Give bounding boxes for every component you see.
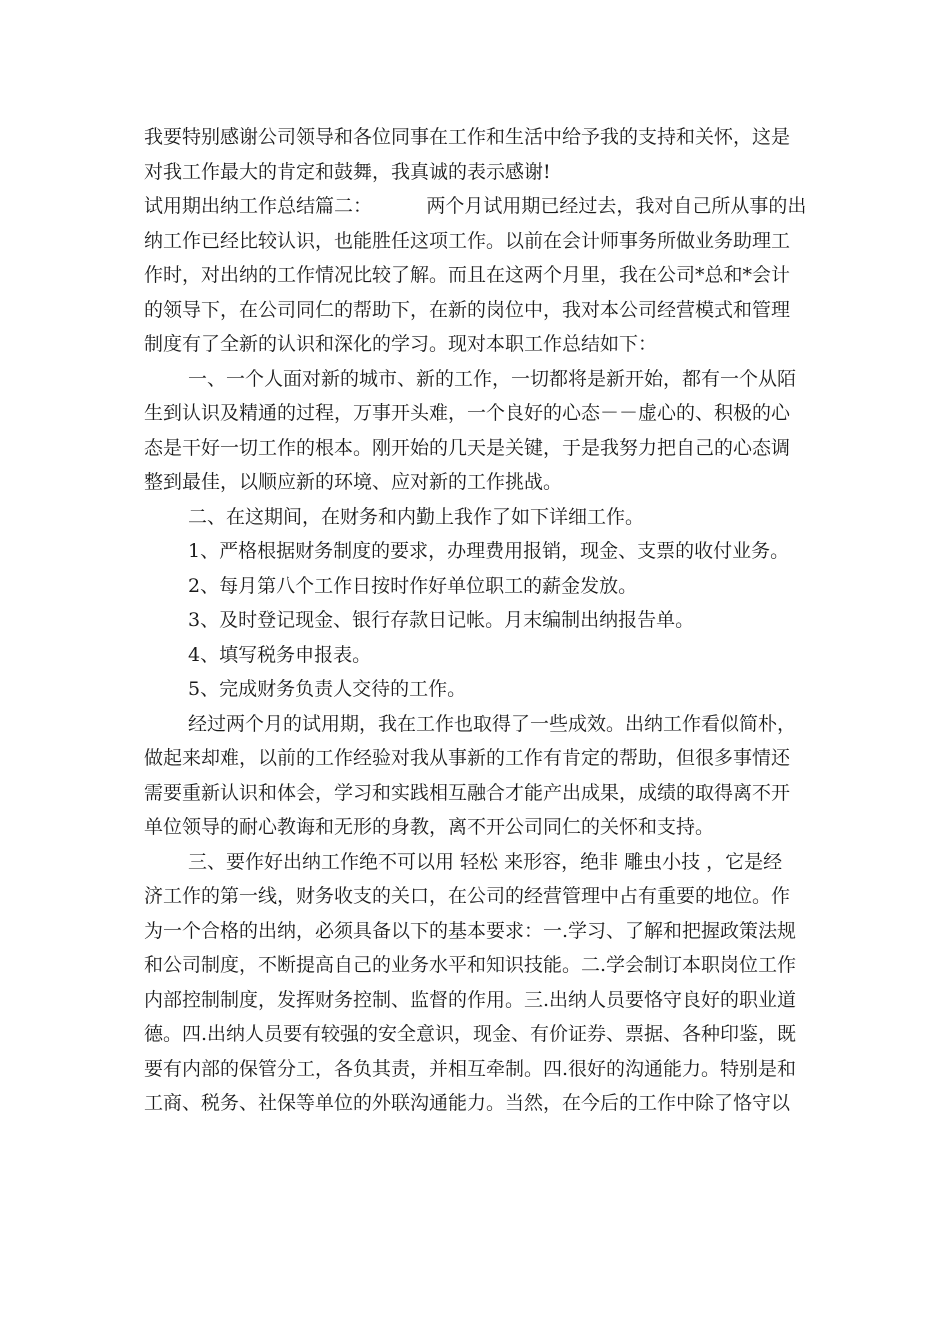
text-line: 工商、税务、社保等单位的外联沟通能力。当然，在今后的工作中除了恪守以 (144, 1092, 791, 1114)
text-line: 整到最佳，以顺应新的环境、应对新的工作挑战。 (144, 471, 563, 493)
text-line: 4、填写税务申报表。 (188, 643, 372, 666)
text-line: 德。四.出纳人员要有较强的安全意识，现金、有价证券、票据、各种印鉴，既 (144, 1023, 797, 1045)
text-line: 生到认识及精通的过程，万事开头难，一个良好的心态－－虚心的、积极的心 (144, 402, 791, 424)
text-line: 二、在这期间，在财务和内勤上我作了如下详细工作。 (188, 505, 645, 528)
text-line: 要有内部的保管分工，各负其责，并相互牵制。四.很好的沟通能力。特别是和 (144, 1057, 797, 1080)
text-line: 济工作的第一线，财务收支的关口，在公司的经营管理中占有重要的地位。作 (144, 885, 791, 907)
text-line: 纳工作已经比较认识，也能胜任这项工作。以前在会计师事务所做业务助理工 (144, 229, 791, 252)
text-line: 需要重新认识和体会，学习和实践相互融合才能产出成果，成绩的取得离不开 (144, 781, 791, 804)
text-line: 我要特别感谢公司领导和各位同事在工作和生活中给予我的支持和关怀，这是 (144, 126, 791, 148)
text-line: 单位领导的耐心教诲和无形的身教，离不开公司同仁的关怀和支持。 (144, 816, 715, 838)
text-line: 3、及时登记现金、银行存款日记帐。月末编制出纳报告单。 (188, 609, 695, 631)
text-line: 作时，对出纳的工作情况比较了解。而且在这两个月里，我在公司*总和*会计 (144, 264, 791, 286)
document-body (144, 120, 808, 1121)
text-line: 试用期出纳工作总结篇二： 两个月试用期已经过去，我对自己所从事的出 (144, 195, 807, 217)
text-line: 做起来却难，以前的工作经验对我从事新的工作有肯定的帮助，但很多事情还 (144, 747, 791, 769)
text-line: 三、要作好出纳工作绝不可以用 轻松 来形容，绝非 雕虫小技 ，它是经 (188, 850, 783, 873)
text-line: 内部控制制度，发挥财务控制、监督的作用。三.出纳人员要恪守良好的职业道 (144, 988, 797, 1011)
text-line: 5、完成财务负责人交待的工作。 (188, 678, 467, 700)
text-line: 2、每月第八个工作日按时作好单位职工的薪金发放。 (188, 574, 638, 597)
text-line: 和公司制度，不断提高自己的业务水平和知识技能。二.学会制订本职岗位工作 (144, 954, 797, 976)
text-line: 一、一个人面对新的城市、新的工作，一切都将是新开始，都有一个从陌 (188, 367, 797, 390)
text-line: 的领导下，在公司同仁的帮助下，在新的岗位中，我对本公司经营模式和管理 (144, 298, 791, 321)
text-line: 为一个合格的出纳，必须具备以下的基本要求：一.学习、了解和把握政策法规 (144, 919, 797, 942)
text-line: 1、严格根据财务制度的要求，办理费用报销，现金、支票的收付业务。 (188, 540, 790, 562)
text-line: 经过两个月的试用期，我在工作也取得了一些成效。出纳工作看似简朴， (188, 712, 797, 735)
text-line: 态是干好一切工作的根本。刚开始的几天是关键，于是我努力把自己的心态调 (144, 436, 791, 459)
text-line: 制度有了全新的认识和深化的学习。现对本职工作总结如下： (144, 333, 658, 355)
text-line: 对我工作最大的肯定和鼓舞，我真诚的表示感谢! (144, 160, 551, 183)
